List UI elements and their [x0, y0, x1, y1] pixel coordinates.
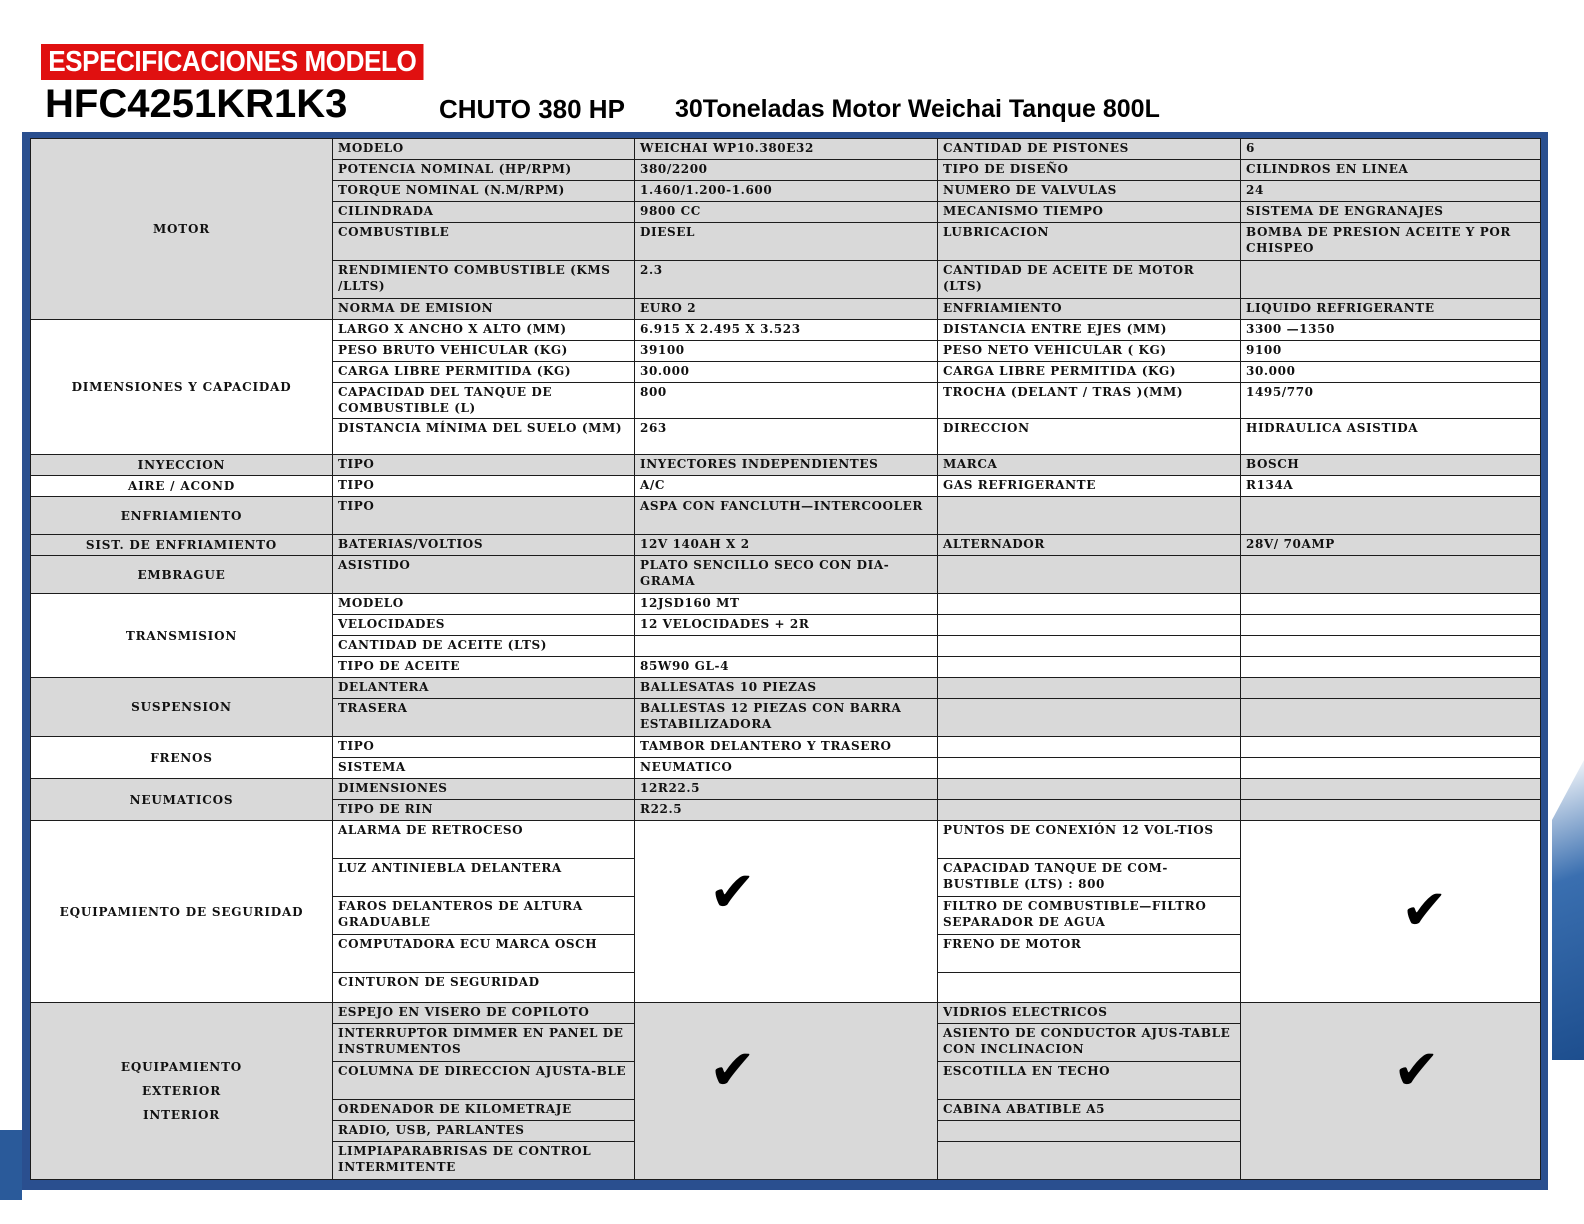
spec-label: ALTERNADOR	[938, 535, 1241, 556]
equipment-item: FRENO DE MOTOR	[938, 935, 1241, 973]
category-line: EXTERIOR	[142, 1084, 221, 1098]
model-description: 30Toneladas Motor Weichai Tanque 800L	[675, 95, 1160, 123]
table-row	[31, 821, 1541, 859]
equipment-item: COLUMNA DE DIRECCION AJUSTA-BLE	[333, 1062, 635, 1100]
check-mark-icon: ✔	[709, 1038, 757, 1103]
empty-cell	[938, 657, 1241, 678]
check-column	[635, 1003, 938, 1180]
spec-label: MODELO	[333, 139, 635, 160]
equipment-item: FAROS DELANTEROS DE ALTURA GRADUABLE	[333, 897, 635, 935]
spec-label	[938, 497, 1241, 535]
spec-label: TORQUE NOMINAL (N.M/RPM)	[333, 181, 635, 202]
spec-value: 39100	[635, 341, 938, 362]
empty-cell	[1241, 699, 1541, 737]
category-line: INTERIOR	[142, 1108, 221, 1122]
empty-cell	[938, 615, 1241, 636]
empty-cell	[938, 737, 1241, 758]
check-mark-icon: ✔	[1401, 878, 1449, 943]
equipment-item: CAPACIDAD TANQUE DE COM-BUSTIBLE (LTS) : 800	[938, 859, 1241, 897]
model-subtitle: CHUTO 380 HP	[439, 94, 625, 124]
spec-label: DISTANCIA MÍNIMA DEL SUELO (MM)	[333, 419, 635, 455]
table-row	[31, 1003, 1541, 1024]
check-column	[1241, 1003, 1541, 1180]
table-row	[31, 737, 1541, 758]
spec-table-body	[31, 139, 1541, 1180]
spec-label: DISTANCIA ENTRE EJES (MM)	[938, 320, 1241, 341]
table-row	[31, 139, 1541, 160]
spec-label: CILINDRADA	[333, 202, 635, 223]
spec-value: BALLESATAS 10 PIEZAS	[635, 678, 938, 699]
table-row	[31, 779, 1541, 800]
equipment-item: INTERRUPTOR DIMMER EN PANEL DE INSTRUMENTOS	[333, 1024, 635, 1062]
category-enfriamiento: ENFRIAMIENTO	[31, 497, 333, 535]
spec-value: HIDRAULICA ASISTIDA	[1241, 419, 1541, 455]
empty-cell	[938, 636, 1241, 657]
spec-label: DIMENSIONES	[333, 779, 635, 800]
spec-label	[938, 556, 1241, 594]
spec-value: R22.5	[635, 800, 938, 821]
table-row	[31, 320, 1541, 341]
spec-label: CANTIDAD DE ACEITE (LTS)	[333, 636, 635, 657]
spec-label: DIRECCION	[938, 419, 1241, 455]
decorative-shape-left	[0, 1130, 22, 1200]
empty-cell	[938, 678, 1241, 699]
spec-value: NEUMATICO	[635, 758, 938, 779]
spec-value: R134A	[1241, 476, 1541, 497]
table-row	[31, 535, 1541, 556]
empty-cell	[1241, 779, 1541, 800]
spec-value: TAMBOR DELANTERO Y TRASERO	[635, 737, 938, 758]
spec-label: RENDIMIENTO COMBUSTIBLE (KMS /LLTS)	[333, 261, 635, 299]
spec-label: TRASERA	[333, 699, 635, 737]
spec-label: PESO NETO VEHICULAR ( KG)	[938, 341, 1241, 362]
spec-value: DIESEL	[635, 223, 938, 261]
category-line: EQUIPAMIENTO	[120, 1060, 243, 1074]
empty-cell	[1241, 594, 1541, 615]
check-column	[635, 821, 938, 1003]
equipment-item: PUNTOS DE CONEXIÓN 12 VOL-TIOS	[938, 821, 1241, 859]
table-row	[31, 594, 1541, 615]
equipment-item: COMPUTADORA ECU MARCA OSCH	[333, 935, 635, 973]
spec-label: ENFRIAMIENTO	[938, 299, 1241, 320]
spec-label: BATERIAS/VOLTIOS	[333, 535, 635, 556]
empty-cell	[1241, 678, 1541, 699]
table-row	[31, 556, 1541, 594]
spec-value: 1.460/1.200-1.600	[635, 181, 938, 202]
category-frenos: FRENOS	[31, 737, 333, 779]
equipment-item: CABINA ABATIBLE A5	[938, 1100, 1241, 1121]
spec-value: 380/2200	[635, 160, 938, 181]
spec-value: CILINDROS EN LINEA	[1241, 160, 1541, 181]
spec-label: POTENCIA NOMINAL (HP/RPM)	[333, 160, 635, 181]
spec-value: 9100	[1241, 341, 1541, 362]
decorative-shape-right	[1552, 760, 1584, 1060]
spec-label: TIPO	[333, 476, 635, 497]
spec-label: CANTIDAD DE ACEITE DE MOTOR (LTS)	[938, 261, 1241, 299]
spec-label: TROCHA (DELANT / TRAS )(MM)	[938, 383, 1241, 419]
equipment-item	[938, 1121, 1241, 1142]
category-motor: MOTOR	[31, 139, 333, 320]
spec-label: SISTEMA	[333, 758, 635, 779]
spec-value: 263	[635, 419, 938, 455]
spec-value	[1241, 497, 1541, 535]
spec-label: COMBUSTIBLE	[333, 223, 635, 261]
spec-value: BOSCH	[1241, 455, 1541, 476]
spec-label: LARGO X ANCHO X ALTO (MM)	[333, 320, 635, 341]
spec-label: MARCA	[938, 455, 1241, 476]
category-transmision: TRANSMISION	[31, 594, 333, 678]
spec-label: PESO BRUTO VEHICULAR (KG)	[333, 341, 635, 362]
spec-value: 28V/ 70AMP	[1241, 535, 1541, 556]
equipment-item: LIMPIAPARABRISAS DE CONTROL INTERMITENTE	[333, 1142, 635, 1180]
spec-value: 6	[1241, 139, 1541, 160]
empty-cell	[938, 594, 1241, 615]
check-column	[1241, 821, 1541, 1003]
category-suspension: SUSPENSION	[31, 678, 333, 737]
empty-cell	[1241, 758, 1541, 779]
spec-value: EURO 2	[635, 299, 938, 320]
spec-value: 12R22.5	[635, 779, 938, 800]
empty-cell	[1241, 800, 1541, 821]
spec-value: ASPA CON FANCLUTH—INTERCOOLER	[635, 497, 938, 535]
equipment-item: LUZ ANTINIEBLA DELANTERA	[333, 859, 635, 897]
spec-label: TIPO DE RIN	[333, 800, 635, 821]
spec-value: LIQUIDO REFRIGERANTE	[1241, 299, 1541, 320]
spec-label: LUBRICACION	[938, 223, 1241, 261]
spec-value: 800	[635, 383, 938, 419]
spec-value	[635, 636, 938, 657]
spec-label: TIPO	[333, 737, 635, 758]
spec-label: GAS REFRIGERANTE	[938, 476, 1241, 497]
spec-value: WEICHAI WP10.380E32	[635, 139, 938, 160]
empty-cell	[1241, 737, 1541, 758]
table-row	[31, 476, 1541, 497]
spec-label: ASISTIDO	[333, 556, 635, 594]
empty-cell	[938, 758, 1241, 779]
equipment-item	[938, 973, 1241, 1003]
spec-value: SISTEMA DE ENGRANAJES	[1241, 202, 1541, 223]
spec-value: 1495/770	[1241, 383, 1541, 419]
spec-label: VELOCIDADES	[333, 615, 635, 636]
equipment-item: FILTRO DE COMBUSTIBLE—FILTRO SEPARADOR DE AGUA	[938, 897, 1241, 935]
spec-value: 6.915 X 2.495 X 3.523	[635, 320, 938, 341]
spec-label: CARGA LIBRE PERMITIDA (KG)	[333, 362, 635, 383]
spec-value	[1241, 556, 1541, 594]
spec-value: PLATO SENCILLO SECO CON DIA-GRAMA	[635, 556, 938, 594]
equipment-item: CINTURON DE SEGURIDAD	[333, 973, 635, 1003]
spec-value: 30.000	[1241, 362, 1541, 383]
spec-label: NUMERO DE VALVULAS	[938, 181, 1241, 202]
spec-value: 12JSD160 MT	[635, 594, 938, 615]
equipment-item: RADIO, USB, PARLANTES	[333, 1121, 635, 1142]
spec-value: 24	[1241, 181, 1541, 202]
spec-label: CAPACIDAD DEL TANQUE DE COMBUSTIBLE (L)	[333, 383, 635, 419]
equipment-item: ORDENADOR DE KILOMETRAJE	[333, 1100, 635, 1121]
table-row	[31, 678, 1541, 699]
model-code: HFC4251KR1K3	[45, 82, 348, 126]
empty-cell	[1241, 636, 1541, 657]
spec-value: 30.000	[635, 362, 938, 383]
equipment-item: VIDRIOS ELECTRICOS	[938, 1003, 1241, 1024]
spec-value: BOMBA DE PRESION ACEITE Y POR CHISPEO	[1241, 223, 1541, 261]
equipment-item: ESCOTILLA EN TECHO	[938, 1062, 1241, 1100]
category-neumaticos: NEUMATICOS	[31, 779, 333, 821]
empty-cell	[938, 699, 1241, 737]
spec-value: INYECTORES INDEPENDIENTES	[635, 455, 938, 476]
table-row	[31, 497, 1541, 535]
empty-cell	[1241, 615, 1541, 636]
spec-value: A/C	[635, 476, 938, 497]
equipment-item	[938, 1142, 1241, 1180]
spec-label: NORMA DE EMISION	[333, 299, 635, 320]
spec-label: CANTIDAD DE PISTONES	[938, 139, 1241, 160]
spec-table-frame	[22, 132, 1548, 1190]
category-inyeccion: INYECCION	[31, 455, 333, 476]
spec-value: 3300 —1350	[1241, 320, 1541, 341]
spec-label: MECANISMO TIEMPO	[938, 202, 1241, 223]
category-embrague: EMBRAGUE	[31, 556, 333, 594]
empty-cell	[938, 800, 1241, 821]
empty-cell	[938, 779, 1241, 800]
spec-value: 85W90 GL-4	[635, 657, 938, 678]
spec-value: 9800 CC	[635, 202, 938, 223]
check-mark-icon: ✔	[709, 860, 757, 925]
category-seguridad: EQUIPAMIENTO DE SEGURIDAD	[31, 821, 333, 1003]
spec-label: TIPO DE DISEÑO	[938, 160, 1241, 181]
equipment-item: ESPEJO EN VISERO DE COPILOTO	[333, 1003, 635, 1024]
spec-label: MODELO	[333, 594, 635, 615]
category-exterior-interior	[31, 1003, 333, 1180]
equipment-item: ASIENTO DE CONDUCTOR AJUS-TABLE CON INCLINACION	[938, 1024, 1241, 1062]
spec-value: 12V 140AH X 2	[635, 535, 938, 556]
equipment-item: ALARMA DE RETROCESO	[333, 821, 635, 859]
spec-table	[30, 138, 1541, 1180]
check-mark-icon: ✔	[1393, 1038, 1441, 1103]
empty-cell	[1241, 657, 1541, 678]
table-row	[31, 455, 1541, 476]
header-banner: ESPECIFICACIONES MODELO	[41, 44, 424, 80]
spec-label: TIPO	[333, 497, 635, 535]
spec-label: TIPO DE ACEITE	[333, 657, 635, 678]
category-sist-enfriamiento: SIST. DE ENFRIAMIENTO	[31, 535, 333, 556]
spec-value: 12 VELOCIDADES + 2R	[635, 615, 938, 636]
spec-label: CARGA LIBRE PERMITIDA (KG)	[938, 362, 1241, 383]
category-dimensiones: DIMENSIONES Y CAPACIDAD	[31, 320, 333, 455]
spec-value	[1241, 261, 1541, 299]
spec-value: 2.3	[635, 261, 938, 299]
category-aire: AIRE / ACOND	[31, 476, 333, 497]
spec-value: BALLESTAS 12 PIEZAS CON BARRA ESTABILIZADORA	[635, 699, 938, 737]
spec-label: TIPO	[333, 455, 635, 476]
spec-label: DELANTERA	[333, 678, 635, 699]
